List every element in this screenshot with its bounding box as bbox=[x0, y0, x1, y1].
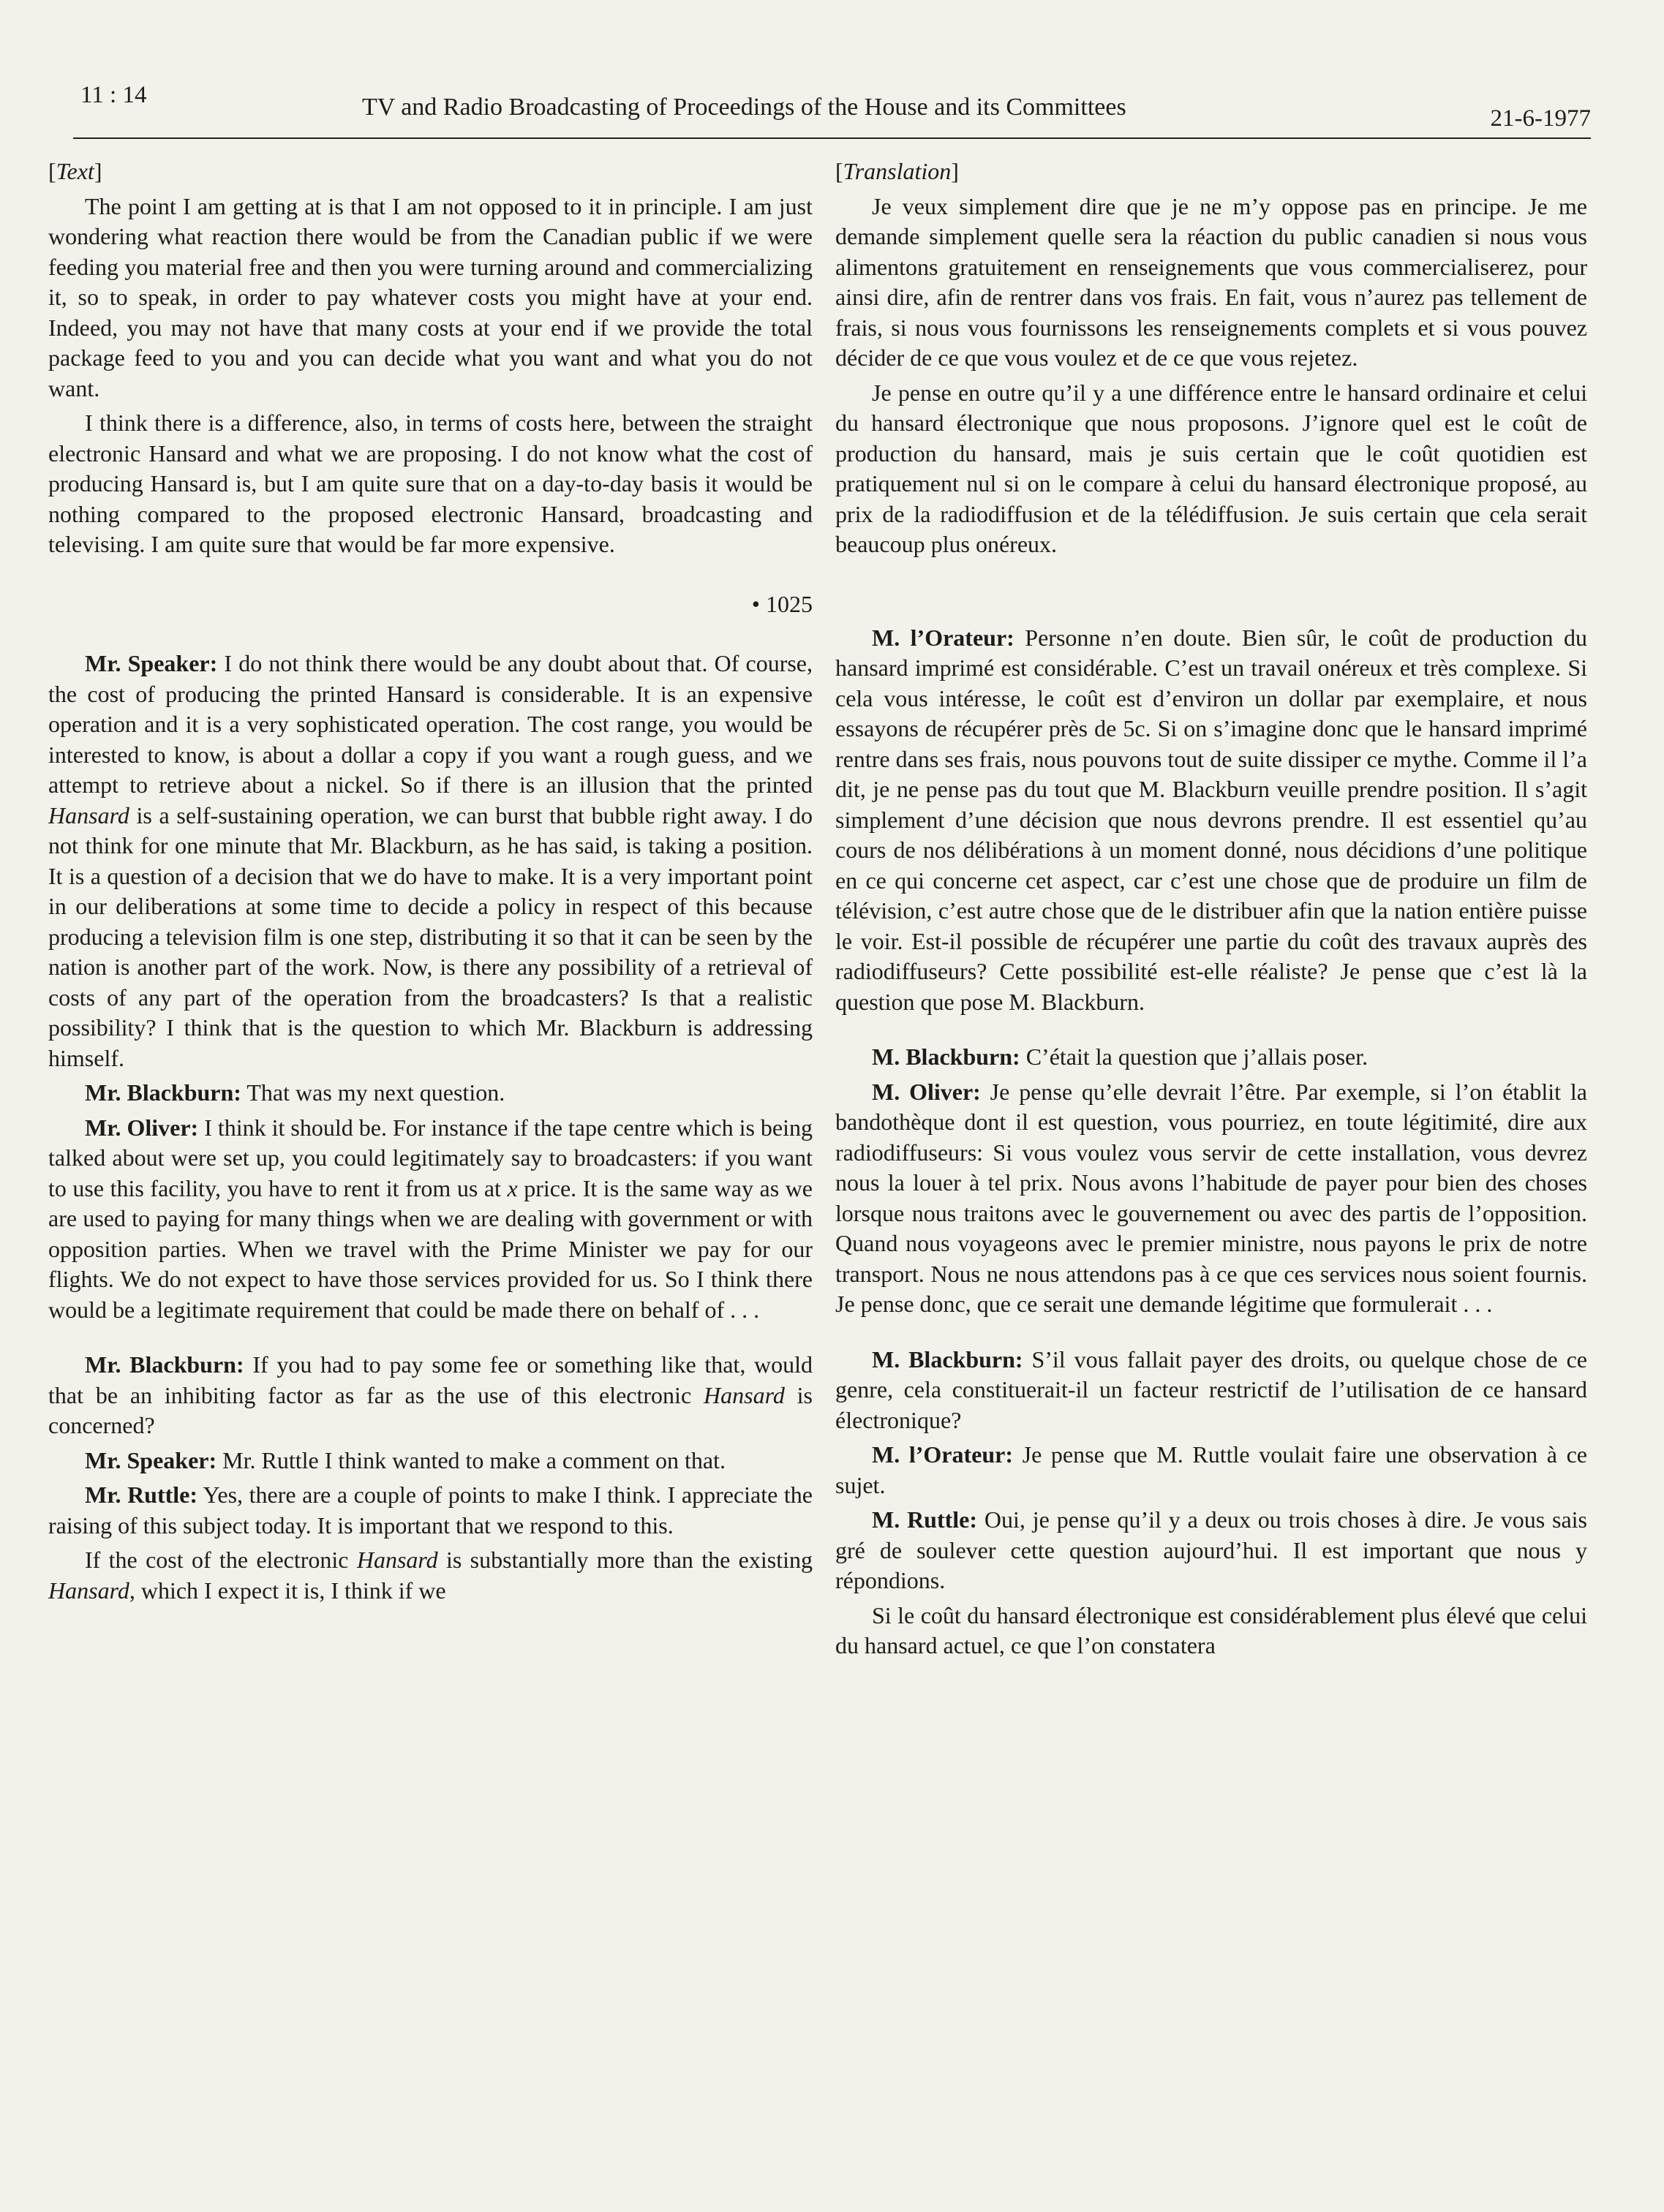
speaker-name: M. Blackburn: bbox=[872, 1345, 1023, 1373]
paragraph: I think there is a difference, also, in terms of costs here, between the straight electronic Hansard and what we are proposing. I do not know what the cost of producing Hansard is, but I am quite sure that on a day-to-day basis it would be nothing compared to the proposed electronic Hansard, broadcasting and televising. I am quite sure that would be far more expensive. bbox=[48, 409, 813, 557]
speaker-name: M. l’Orateur: bbox=[872, 624, 1014, 651]
speaker-name: M. l’Orateur: bbox=[872, 1441, 1013, 1468]
paragraph: M. Oliver: Je pense qu’elle devrait l’être. Par exemple, si l’on établit la bandothèque dont il est question, vous pourriez, en toute légitimité, dire aux radiodiffuseurs: Si vous voulez vous servir de cette installation, vous devrez nous la louer à tel prix. Nous avons l’habitude de payer pour bien des choses lorsque nous traitons avec le gouvernement ou avec des partis de l’opposition. Quand nous voyageons avec le premier ministre, nous payons le prix de notre transport. Nous ne nous attendons pas à ce que ces services nous soient fournis. Je pense donc, que ce serait une demande légitime que formulerait . . . bbox=[835, 1078, 1588, 1317]
paragraph: Mr. Blackburn: If you had to pay some fee or something like that, would that be an inhibiting factor as far as the use of this electronic Hansard is concerned? bbox=[48, 1351, 813, 1438]
page-header bbox=[73, 79, 1591, 139]
running-title: TV and Radio Broadcasting of Proceedings of the House and its Committees bbox=[362, 94, 1126, 121]
time-marker: • 1025 bbox=[751, 590, 813, 617]
paragraph: Si le coût du hansard électronique est considérablement plus élevé que celui du hansard actuel, ce que l’on constatera bbox=[835, 1601, 1587, 1658]
paragraph: Mr. Speaker: I do not think there would be any doubt about that. Of course, the cost of producing the printed Hansard is considerable. It is an expensive operation and it is a very sophisticated operation. The cost range, you would be interested to know, is about a dollar a copy if you want a rough guess, and we attempt to retrieve about a nickel. So if there is an illusion that the printed Hansard is a self-sustaining operation, we can burst that bubble right away. I do not think for one minute that Mr. Blackburn, as he has said, is taking a position. It is a question of a decision that we do have to make. It is a very important point in our deliberations at some time to decide a policy in respect of this because producing a television film is one step, distributing it so that it can be seen by the nation is another part of the work. Now, is there any possibility of a retrieval of costs of any part of the operation from the broadcasters? Is that a realistic possibility? I think that is the question to which Mr. Blackburn is addressing himself. bbox=[48, 650, 813, 1071]
speaker-name: Mr. Blackburn: bbox=[85, 1079, 241, 1106]
speaker-name: Mr. Speaker: bbox=[85, 1446, 217, 1473]
paragraph: Mr. Ruttle: Yes, there are a couple of points to make I think. I appreciate the raising of this subject today. It is important that we respond to this. bbox=[48, 1481, 813, 1539]
paragraph: Mr. Blackburn: That was my next question. bbox=[85, 1079, 505, 1106]
speaker-name: Mr. Speaker: bbox=[85, 650, 218, 676]
english-column bbox=[48, 156, 813, 1610]
paragraph: M. Ruttle: Oui, je pense qu’il y a deux ou trois choses à dire. Je vous sais gré de soulever cette question aujourd’hui. Il est important que nous y répondions. bbox=[835, 1506, 1588, 1593]
paragraph: Mr. Oliver: I think it should be. For instance if the tape centre which is being talked about were set up, you could legitimately say to broadcasters: if you want to use this facility, you have to rent it from us at x price. It is the same way as we are used to paying for many things when we are dealing with government or with opposition parties. When we travel with the Prime Minister we pay for our flights. We do not expect to have those services provided for us. So I think there would be a legitimate requirement that could be made there on behalf of . . . bbox=[48, 1114, 813, 1323]
paragraph: M. Blackburn: C’était la question que j’allais poser. bbox=[872, 1043, 1369, 1070]
speaker-name: M. Oliver: bbox=[872, 1078, 981, 1105]
section-tag: [Text] bbox=[48, 158, 102, 184]
speaker-name: Mr. Oliver: bbox=[85, 1114, 199, 1141]
paragraph: Je veux simplement dire que je ne m’y oppose pas en principe. Je me demande simplement quelle sera la réaction du public canadien si nous vous alimentons gratuitement en renseignements que vous commercialiserez, pour ainsi dire, afin de rentrer dans vos frais. En fait, vous n’aurez pas tellement de frais, si nous vous fournissons les renseignements complets et si vous pouvez décider de ce que vous voulez et de ce que vous rejetez. bbox=[835, 192, 1587, 371]
paragraph: The point I am getting at is that I am not opposed to it in principle. I am just wondering what reaction there would be from the Canadian public if we were feeding you material free and then you were turning around and commercializing it, so to speak, in order to pay whatever costs you might have at your end. Indeed, you may not have that many costs at your end if we provide the total package feed to you and you can decide what you want and what you do not want. bbox=[48, 192, 813, 401]
paragraph: Mr. Speaker: Mr. Ruttle I think wanted to make a comment on that. bbox=[85, 1446, 726, 1473]
french-column bbox=[835, 156, 1587, 1666]
paragraph: Je pense en outre qu’il y a une différence entre le hansard ordinaire et celui du hansard électronique que nous proposons. J’ignore quel est le coût de production du hansard, mais je suis certain que le coût quotidien est pratiquement nul si on le compare à celui du hansard électronique proposé, au prix de la radiodiffusion et de la télédiffusion. Je suis certain que cela serait beaucoup plus onéreux. bbox=[835, 379, 1587, 557]
speaker-name: M. Blackburn: bbox=[872, 1043, 1020, 1070]
page-date: 21-6-1977 bbox=[1490, 105, 1591, 132]
paragraph: M. l’Orateur: Personne n’en doute. Bien sûr, le coût de production du hansard imprimé est considérable. C’est un travail onéreux et très complexe. Si cela vous intéresse, le coût est d’environ un dollar par exemplaire, et nous essayons de récupérer près de 5c. Si on s’imagine donc que le hansard imprimé rentre dans ses frais, nous pouvons tout de suite dissiper ce mythe. Comme il l’a dit, je ne pense pas du tout que M. Blackburn veuille prendre position. Il s’agit simplement d’une décision que nous devrons prendre. Il est essentiel qu’au cours de nos délibérations à un moment donné, nous décidions d’une politique en ce qui concerne cet aspect, car c’est une chose que de produire un film de télévision, c’est autre chose que de le distribuer afin que la nation entière puisse le voir. Est-il possible de récupérer une partie du coût des travaux auprès des radiodiffuseurs? Cette possibilité est-elle réaliste? Je pense que c’est là la question que pose M. Blackburn. bbox=[835, 624, 1588, 1015]
speaker-name: Mr. Blackburn: bbox=[85, 1351, 244, 1378]
paragraph: If the cost of the electronic Hansard is substantially more than the existing Hansard, which I expect it is, I think if we bbox=[48, 1547, 813, 1604]
speaker-name: Mr. Ruttle: bbox=[85, 1481, 198, 1508]
page-number: 11 : 14 bbox=[80, 82, 147, 108]
paragraph: M. Blackburn: S’il vous fallait payer des droits, ou quelque chose de ce genre, cela constituerait-il un facteur restrictif de l’utilisation de ce hansard électronique? bbox=[835, 1345, 1588, 1433]
section-tag: [Translation] bbox=[835, 158, 959, 184]
speaker-name: M. Ruttle: bbox=[872, 1506, 978, 1533]
paragraph: M. l’Orateur: Je pense que M. Ruttle voulait faire une observation à ce sujet. bbox=[835, 1441, 1588, 1498]
